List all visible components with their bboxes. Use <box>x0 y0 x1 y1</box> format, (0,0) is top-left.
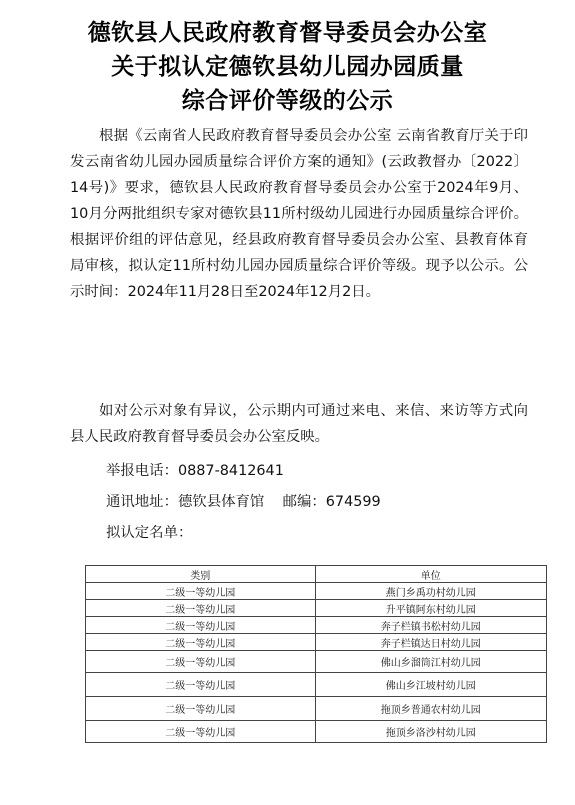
row-unit: 佛山乡溜筒江村幼儿园 <box>315 651 547 673</box>
header-unit: 单位 <box>315 566 547 583</box>
table-header-row <box>86 566 547 583</box>
row-category: 二级一等幼儿园 <box>86 697 316 721</box>
table-row <box>86 634 547 651</box>
header-category: 类别 <box>86 566 316 583</box>
row-category: 二级一等幼儿园 <box>86 600 316 617</box>
mailing-address: 通讯地址：德钦县体育馆 邮编：674599 <box>106 494 381 510</box>
row-unit: 燕门乡禹功村幼儿园 <box>315 583 547 600</box>
report-phone: 举报电话：0887-8412641 <box>106 463 284 479</box>
row-category: 二级一等幼儿园 <box>86 583 316 600</box>
table-row <box>86 673 547 697</box>
row-category: 二级一等幼儿园 <box>86 634 316 651</box>
row-category: 二级一等幼儿园 <box>86 617 316 634</box>
row-unit: 拖顶乡普通农村幼儿园 <box>315 697 547 721</box>
list-intro: 拟认定名单： <box>106 525 193 541</box>
title-line-1: 德钦县人民政府教育督导委员会办公室 <box>87 19 488 46</box>
row-unit: 拖顶乡洛沙村幼儿园 <box>315 721 547 743</box>
row-category: 二级一等幼儿园 <box>86 721 316 743</box>
title-line-3: 综合评价等级的公示 <box>181 87 394 114</box>
row-unit: 奔子栏镇书松村幼儿园 <box>315 617 547 634</box>
table-row <box>86 617 547 634</box>
table-row <box>86 600 547 617</box>
table-row <box>86 651 547 673</box>
table-row <box>86 583 547 600</box>
table-row <box>86 721 547 743</box>
row-unit: 升平镇阿东村幼儿园 <box>315 600 547 617</box>
paragraph-basis: 根据《云南省人民政府教育督导委员会办公室 云南省教育厅关于印发云南省幼儿园办园质量综合评价方案的通知》(云政教督办〔2022〕14号)》要求，德钦县人民政府教育督导委员会办公室于2024年9月、10月分两批组织专家对德钦县11所村级幼儿园进行办园质量综合评价。根据评价组的评估意见，经县政府教育督导委员会办公室、县教育体育局审核，拟认定11所村幼儿园办园质量综合评价等级。现予以公示。公示时间：2024年11月28日至2024年12月2日。 <box>70 128 528 300</box>
paragraph-objection: 如对公示对象有异议，公示期内可通过来电、来信、来访等方式向县人民政府教育督导委员会办公室反映。 <box>70 403 528 445</box>
row-category: 二级一等幼儿园 <box>86 673 316 697</box>
kindergarten-table <box>85 565 547 743</box>
row-unit: 奔子栏镇达日村幼儿园 <box>315 634 547 651</box>
row-unit: 佛山乡江坡村幼儿园 <box>315 673 547 697</box>
title-line-2: 关于拟认定德钦县幼儿园办园质量 <box>111 53 464 80</box>
row-category: 二级一等幼儿园 <box>86 651 316 673</box>
table-row <box>86 697 547 721</box>
